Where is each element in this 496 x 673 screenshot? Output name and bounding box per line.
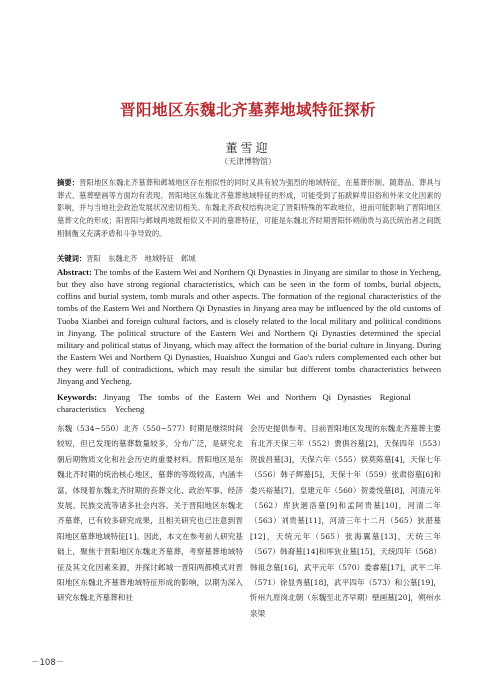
abstract-chinese-label: 摘要：: [57, 178, 80, 187]
keywords-chinese-text: 晋阳 东魏北齐 地域特征 邺城: [86, 254, 196, 263]
body-column-left: 东魏（534~550）北齐（550~577）时期是继续时间较短，但已发现的墓葬数量较多，分布广泛，是研究北朝后期物质文化和社会历史的重要材料。晋阳地区是东魏北齐时期的统治核心地区，墓葬的等级较高，内涵丰富，体现着东魏北齐时期的丧葬文化、政治军事、经济发展、民族交流等诸多社会内容。关于晋阳地区东魏北齐墓葬，已有较多研究成果，且相关研究也已注意到晋阳地区墓葬地域特征[1]。因此，本文在参考前人研究基础上，聚焦于晋阳地区东魏北齐墓葬，考察墓葬地域特征及其文化因素来源，并探讨邺城一晋阳两都模式对晋阳地区东魏北齐墓葬地域特征形成的影响，以期为深入研究东魏北齐墓葬和社: [57, 424, 243, 603]
author-name: 董雪迎: [225, 141, 271, 155]
abstract-english: [57, 266, 441, 388]
abstract-chinese-text: 晋阳地区东魏北齐墓葬和邺城地区存在相似性的同时又具有较为强烈的地域特征，在墓葬形制、随葬品、葬具与葬式、墓葬壁画等方面均有表现。晋阳地区东魏北齐墓葬地域特征的形成，可能受到了拓跋鲜卑旧俗和外来文化因素的影响，并与当地社会政治发展状况密切相关。东魏北齐政权结构决定了晋阳特殊的军政地位，进而可能影响了晋阳地区墓葬文化的形成；阳晋阳与邺城两地既相似又不同的墓葬特征，可能是东魏北齐时期晋阳怀朔勋贵与高氏统治者之间既相制衡又充满矛盾和斗争导致的。: [57, 178, 442, 238]
abstract-chinese: [57, 177, 441, 241]
abstract-english-label: Abstract:: [57, 267, 92, 277]
author-affiliation: （天津博物馆）: [220, 157, 276, 166]
keywords-english-text: Jinyang The tombs of the Eastern Wei and Northern Qi Dynasties Regional characteristics Yecheng: [57, 392, 411, 414]
page-number: －108－: [31, 658, 65, 668]
article-title: 晋阳地区东魏北齐墓葬地域特征探析: [119, 101, 376, 119]
body-column-right: 会历史提供参考。目前晋阳地区发现的东魏北齐墓葬主要有北齐天保三年（552）贾俱谷墓[2]，天保四年（553）贺拔昌墓[3]，天保六年（555）侯莫陈墓[4]，天保七年（556）韩子辉墓[5]，天保十年（559）张肃俗墓[6]和娄兴裕墓[7]，皇建元年（560）贺娄悦墓[8]，河清元年（562）库狄迴洛墓[9]和孟阿贵墓[10]，河清二年（563）刘贵墓[11]，河清三年十二月（565）狄湛墓[12]，天统元年（565）张海翼墓[13]，天统三年（567）韩裔墓[14]和厍狄业墓[15]，天统四年（568）韩祖念墓[16]，武平元年（570）娄睿墓[17]，武平二年（571）徐显秀墓[18]，武平四年（573）和公墓[19]，忻州九原岗北朝（东魏至北齐早期）壁画墓[20]，朔州水泉梁: [250, 424, 441, 618]
keywords-english: [57, 391, 441, 415]
keywords-chinese: [57, 253, 441, 265]
keywords-chinese-label: 关键词：: [57, 254, 87, 263]
keywords-english-label: Keywords:: [57, 392, 98, 402]
abstract-english-text: The tombs of the Eastern Wei and Northern Qi Dynasties in Jinyang are similar to those in Yecheng, but they also have strong regional characteristics, which can be seen in the form of tombs, burial objects, coffins and burial system, tomb murals and other aspects. The formation of the regional characteristics of the tombs of the Eastern Wei and Northern Qi Dynasties in Jinyang area may be influenced by the old customs of Tuoba Xianbei and foreign cultural factors, and is closely related to the local military and political conditions in Jinyang. The political structure of the Eastern Wei and Northern Qi Dynasties determined the special military and political status of Jinyang, which may affect the formation of the burial culture in Jinyang. During the Eastern Wei and Northern Qi Dynasties, Huaishuo Xungui and Gao's rulers complemented each other but they were full of contradictions, which may result the similar but different tombs characteristics between Jinyang and Yecheng.: [57, 267, 442, 387]
